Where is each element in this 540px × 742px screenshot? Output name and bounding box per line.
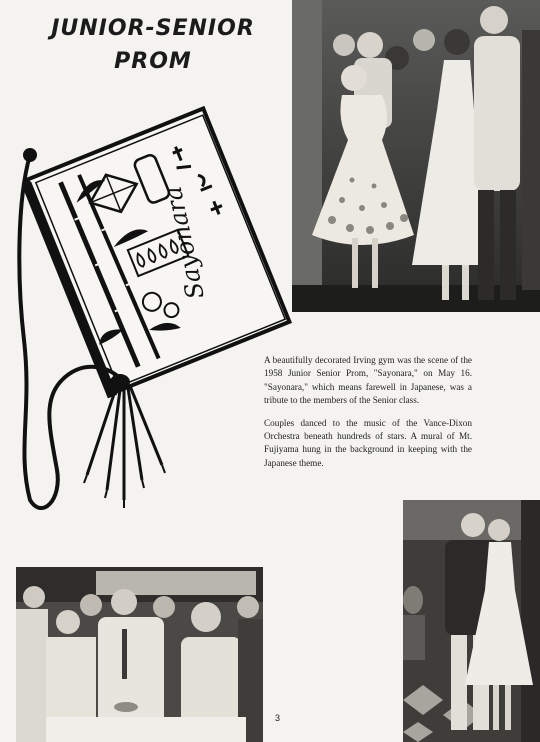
title-line-2: PROM [114, 49, 192, 74]
prom-caption [264, 354, 472, 479]
caption-paragraph-1: A beautifully decorated Irving gym was the scene of the 1958 Junior Senior Prom, "Sayonara," on May 16. "Sayonara," which means farewell in Japanese, was a tribute to the members of the Senior class. [264, 355, 472, 406]
page-title [18, 12, 288, 78]
dancing-couple-photo [403, 500, 540, 742]
refreshments-photo [16, 567, 263, 742]
tassel [84, 374, 165, 508]
sayonara-book-illustration [12, 80, 297, 520]
page-number: 3 [275, 713, 281, 723]
title-line-1: JUNIOR-SENIOR [51, 16, 255, 41]
dancing-couples-photo [292, 0, 540, 312]
book-cover [21, 109, 291, 399]
caption-paragraph-2: Couples danced to the music of the Vance-Dixon Orchestra beneath hundreds of stars. A mural of Mt. Fujiyama hung in the background in keeping with the Japanese theme. [264, 417, 472, 468]
book-inscription: Sayonara [158, 183, 210, 302]
